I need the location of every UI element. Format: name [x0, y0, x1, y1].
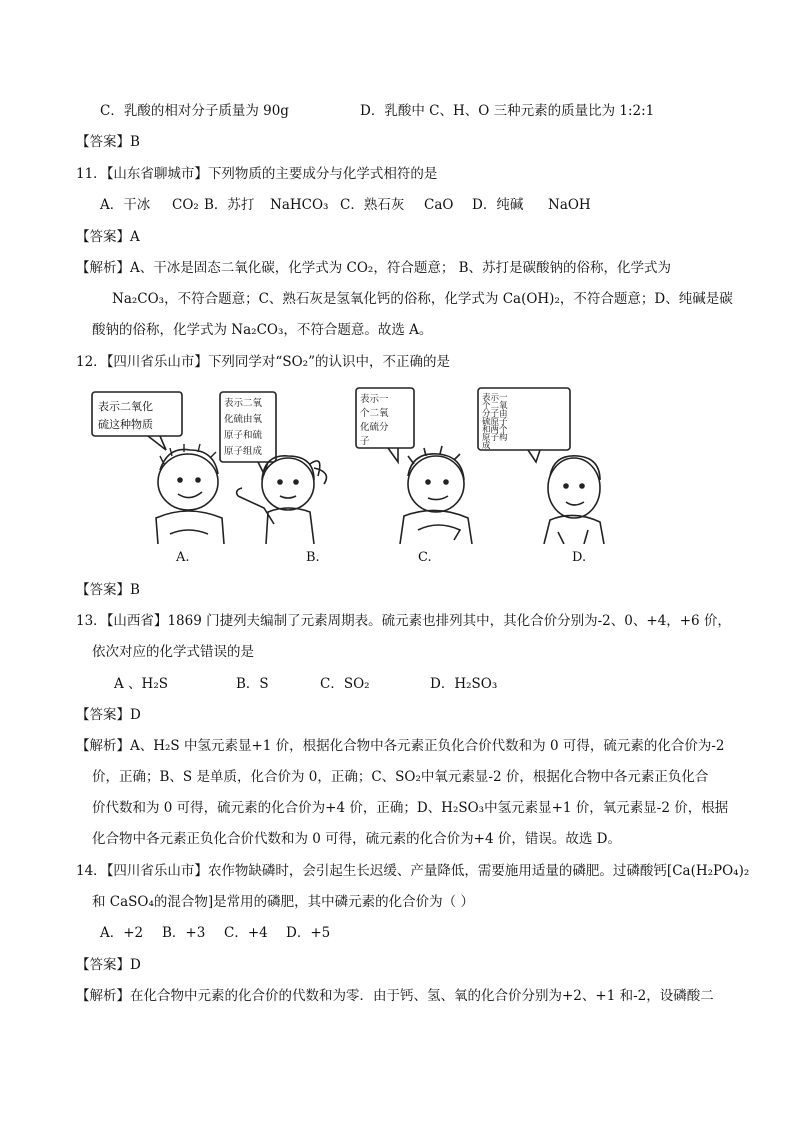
figure-label-c: C.	[418, 550, 432, 565]
option: D．H₂SO₃	[430, 676, 498, 692]
q13-answer	[76, 705, 141, 725]
question-source: 【四川省乐山市】	[106, 354, 208, 370]
bubble-c-line-4: 子	[360, 436, 370, 447]
q11-analysis-3: 酸钠的俗称，化学式为 Na₂CO₃，不符合题意。故选 A。	[92, 322, 433, 338]
q11-options	[100, 195, 591, 215]
q14-stem-2: 和 CaSO₄的混合物]是常用的磷肥，其中磷元素的化合价为（ ）	[92, 894, 474, 910]
option-label: C．熟石灰	[340, 197, 405, 213]
figure-label-a: A.	[176, 550, 190, 565]
answer-value: D	[130, 957, 141, 973]
q14-stem-1	[76, 861, 749, 881]
question-number: 14．	[76, 863, 107, 879]
figure-label-b: B.	[306, 550, 320, 565]
boy-c-illustration	[400, 446, 472, 544]
bubble-d-line-1: 表示一	[482, 393, 508, 403]
analysis-label: 【解析】	[76, 738, 130, 754]
q12-cartoon-figure	[88, 384, 628, 544]
question-number: 13．	[76, 613, 107, 629]
q10-option-d: D．乳酸中 C、H、O 三种元素的质量比为 1:2:1	[360, 103, 655, 119]
q14-analysis-1	[76, 986, 714, 1006]
bubble-b-line-3: 原子和硫	[224, 430, 263, 441]
analysis-label: 【解析】	[76, 988, 130, 1004]
q11-analysis-1	[76, 258, 671, 278]
q12-answer	[76, 580, 140, 600]
bubble-c-line-3: 化硫分	[360, 422, 389, 433]
option: C．SO₂	[320, 676, 370, 692]
option-label: B．苏打	[204, 197, 255, 213]
option: A 、H₂S	[114, 676, 168, 692]
q11-analysis-2: Na₂CO₃，不符合题意；C、熟石灰是氢氧化钙的俗称，化学式为 Ca(OH)₂，不符合题意；D、纯碱是碳	[112, 291, 733, 307]
bubble-d-line-2: 个二氧	[482, 401, 508, 411]
analysis-text: A、H₂S 中氢元素显+1 价，根据化合物中各元素正负化合价代数和为 0 可得，硫元素的化合价为-2	[130, 738, 725, 754]
answer-label: 【答案】	[76, 134, 130, 150]
bubble-a-line-2: 硫这种物质	[98, 418, 153, 431]
q13-stem-2: 依次对应的化学式错误的是	[92, 644, 254, 660]
option: C．+4	[224, 925, 268, 941]
option-formula: CaO	[424, 197, 454, 213]
answer-value: A	[130, 229, 140, 245]
option: B．S	[236, 676, 269, 692]
bubble-b-line-2: 化硫由氧	[224, 414, 263, 425]
option: A．+2	[100, 925, 144, 941]
bubble-d-line-6: 原子构	[482, 433, 508, 443]
q13-analysis-2: 价，正确；B、S 是单质，化合价为 0，正确；C、SO₂中氧元素显-2 价，根据化合物中各元素正负化合	[92, 769, 709, 785]
q11-answer	[76, 227, 140, 247]
analysis-text: A、干冰是固态二氧化碳，化学式为 CO₂，符合题意； B、苏打是碳酸钠的俗称，化学式为	[130, 260, 672, 276]
bubble-b-line-4: 原子组成	[224, 446, 263, 457]
q13-analysis-3: 价代数和为 0 可得，硫元素的化合价为+4 价，正确；D、H₂SO₃中氢元素显+1 价，氧元素显-2 价，根据	[92, 800, 729, 816]
bubble-a-line-1: 表示二氧化	[98, 400, 153, 413]
q10-answer	[76, 132, 140, 152]
answer-label: 【答案】	[76, 707, 130, 723]
analysis-label: 【解析】	[76, 260, 130, 276]
q14-options	[100, 923, 336, 943]
answer-label: 【答案】	[76, 957, 130, 973]
boy-a-illustration	[156, 444, 224, 544]
answer-value: D	[130, 707, 141, 723]
q14-answer	[76, 955, 141, 975]
q10-option-c: C．乳酸的相对分子质量为 90g	[100, 103, 289, 119]
bubble-d-line-5: 和两个	[482, 425, 508, 435]
boy-d-illustration	[544, 456, 604, 544]
q13-analysis-1	[76, 736, 725, 756]
q11-stem	[76, 164, 437, 184]
option-label: D．纯碱	[472, 197, 524, 213]
q13-options	[114, 674, 510, 694]
analysis-text: 在化合物中元素的化合价的代数和为零．由于钙、氢、氧的化合价分别为+2、+1 和-2，设磷酸二	[130, 988, 714, 1004]
question-source: 【四川省乐山市】	[106, 863, 208, 879]
answer-value: B	[130, 134, 140, 150]
option-formula: NaOH	[548, 197, 591, 213]
girl-b-illustration	[237, 456, 327, 544]
q12-stem	[76, 352, 450, 372]
bubble-d-line-4: 硫原子	[482, 417, 508, 427]
question-number: 11．	[76, 166, 107, 182]
bubble-d-line-3: 分子由	[482, 409, 508, 419]
bubble-c-line-2: 个二氧	[360, 408, 389, 419]
option-formula: CO₂	[172, 197, 199, 213]
bubble-d-line-7: 成	[482, 441, 491, 451]
question-text: 农作物缺磷时，会引起生长迟缓、产量降低，需要施用适量的磷肥。过磷酸钙[Ca(H₂PO₄)₂	[207, 863, 750, 879]
question-source: 【山西省】	[106, 613, 168, 629]
answer-label: 【答案】	[76, 229, 130, 245]
question-text: 1869 门捷列夫编制了元素周期表。硫元素也排列其中，其化合价分别为-2、0、+4，+6 价，	[167, 613, 731, 629]
answer-label: 【答案】	[76, 582, 130, 598]
option-label: A．干冰	[100, 197, 151, 213]
bubble-b-line-1: 表示二氧	[224, 398, 263, 409]
question-text: 下列物质的主要成分与化学式相符的是	[207, 166, 438, 182]
q13-analysis-4: 化合物中各元素正负化合价代数和为 0 可得，硫元素的化合价为+4 价，错误。故选 D。	[92, 831, 621, 847]
bubble-c-line-1: 表示一	[360, 394, 389, 405]
option: D．+5	[286, 925, 331, 941]
option-formula: NaHCO₃	[270, 197, 329, 213]
option: B．+3	[162, 925, 206, 941]
question-text: 下列同学对“SO₂”的认识中，不正确的是	[207, 354, 450, 370]
answer-value: B	[130, 582, 140, 598]
figure-label-d: D.	[572, 550, 587, 565]
question-number: 12．	[76, 354, 107, 370]
question-source: 【山东省聊城市】	[106, 166, 208, 182]
q13-stem-1	[76, 611, 731, 631]
